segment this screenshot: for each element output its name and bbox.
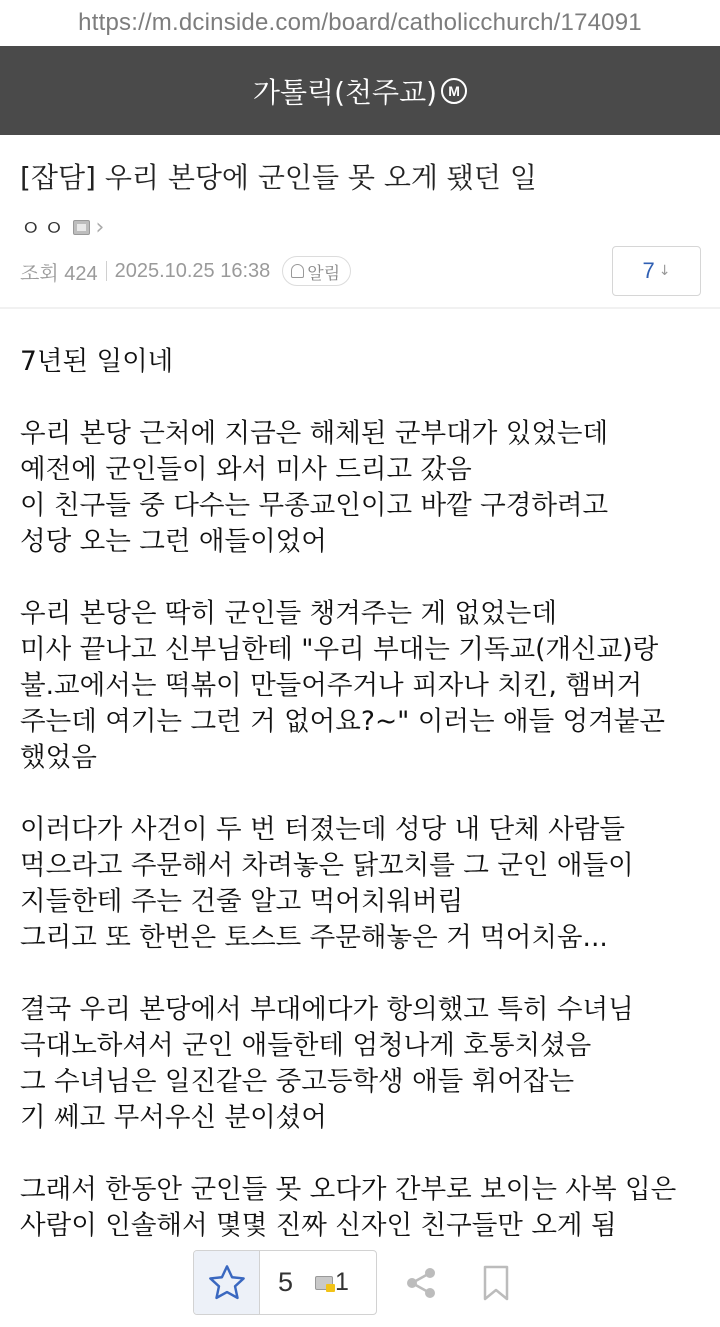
body-line: 극대노하셔서 군인 애들한테 엄청나게 호통치셨음 (20, 1030, 592, 1061)
body-line: 했었음 (20, 742, 97, 773)
fixed-nick-badge-icon (73, 220, 90, 235)
minor-gallery-badge-icon: M (441, 78, 467, 104)
address-bar[interactable] (0, 0, 720, 46)
body-line: 결국 우리 본당에서 부대에다가 항의했고 특히 수녀님 (20, 994, 634, 1025)
body-blank-line (20, 1136, 710, 1172)
body-line: 불.교에서는 떡볶이 만들어주거나 피자나 치킨, 햄버거 (20, 670, 643, 701)
body-line: 그래서 한동안 군인들 못 오다가 간부로 보이는 사복 입은 (20, 1174, 677, 1205)
body-line: 지들한테 주는 건줄 알고 먹어치워버림 (20, 886, 464, 917)
body-line: 먹으라고 주문해서 차려놓은 닭꼬치를 그 군인 애들이 (20, 850, 634, 881)
body-line: 예전에 군인들이 와서 미사 드리고 갔음 (20, 454, 472, 485)
body-line: 7년된 일이네 (20, 346, 174, 377)
chevron-right-icon[interactable]: › (95, 214, 105, 240)
gallery-header (0, 46, 720, 135)
comment-jump-button[interactable] (612, 246, 701, 296)
share-icon[interactable] (403, 1265, 439, 1301)
nonrecommend-button[interactable] (315, 1268, 349, 1297)
star-icon (205, 1262, 249, 1304)
header-divider (0, 307, 720, 309)
meta-divider (106, 261, 107, 281)
body-line: 이러다가 사건이 두 번 터졌는데 성당 내 단체 사람들 (20, 814, 625, 845)
alarm-button[interactable] (282, 256, 351, 286)
gallery-title[interactable]: 가톨릭(천주교) (252, 75, 438, 109)
body-line: 성당 오는 그런 애들이었어 (20, 526, 327, 557)
body-blank-line (20, 380, 710, 416)
post-meta (20, 254, 351, 288)
alarm-label: 알림 (307, 263, 341, 284)
url-text: https://m.dcinside.com/board/catholicchurch/174091 (78, 9, 642, 36)
body-blank-line (20, 560, 710, 596)
body-line: 우리 본당 근처에 지금은 해체된 군부대가 있었는데 (20, 418, 609, 449)
body-line: 이 친구들 중 다수는 무종교인이고 바깥 구경하려고 (20, 490, 609, 521)
body-line: 우리 본당은 딱히 군인들 챙겨주는 게 없었는데 (20, 598, 557, 629)
recommend-count: 5 (278, 1267, 294, 1297)
post-body (20, 344, 710, 1244)
body-line: 사람이 인솔해서 몇몇 진짜 신자인 친구들만 오게 됨 (20, 1210, 617, 1241)
fixed-nick-recommend-icon (315, 1276, 333, 1290)
body-line: 그 수녀님은 일진같은 중고등학생 애들 휘어잡는 (20, 1066, 575, 1097)
author-row[interactable] (20, 212, 104, 242)
arrow-down-icon: ↓ (658, 263, 671, 279)
recommend-box (193, 1250, 377, 1315)
nonrecommend-count: 1 (335, 1268, 349, 1296)
body-line: 기 쎄고 무서우신 분이셨어 (20, 1102, 327, 1133)
recommend-button[interactable] (194, 1251, 260, 1314)
post-title: [잡담] 우리 본당에 군인들 못 오게 됐던 일 (20, 161, 537, 194)
comment-count: 7 (642, 258, 655, 283)
body-line: 그리고 또 한번은 토스트 주문해놓은 거 먹어치움... (20, 922, 608, 953)
post-date: 2025.10.25 16:38 (114, 259, 271, 282)
author-name[interactable]: ㅇㅇ (20, 216, 67, 242)
view-count: 조회 424 (20, 262, 98, 285)
body-blank-line (20, 956, 710, 992)
body-line: 미사 끝나고 신부님한테 "우리 부대는 기독교(개신교)랑 (20, 634, 659, 665)
body-blank-line (20, 776, 710, 812)
body-line: 주는데 여기는 그런 거 없어요?~" 이러는 애들 엉겨붙곤 (20, 706, 666, 737)
post-action-bar (193, 1250, 377, 1315)
bookmark-icon[interactable] (481, 1265, 511, 1301)
bell-icon (291, 264, 304, 278)
